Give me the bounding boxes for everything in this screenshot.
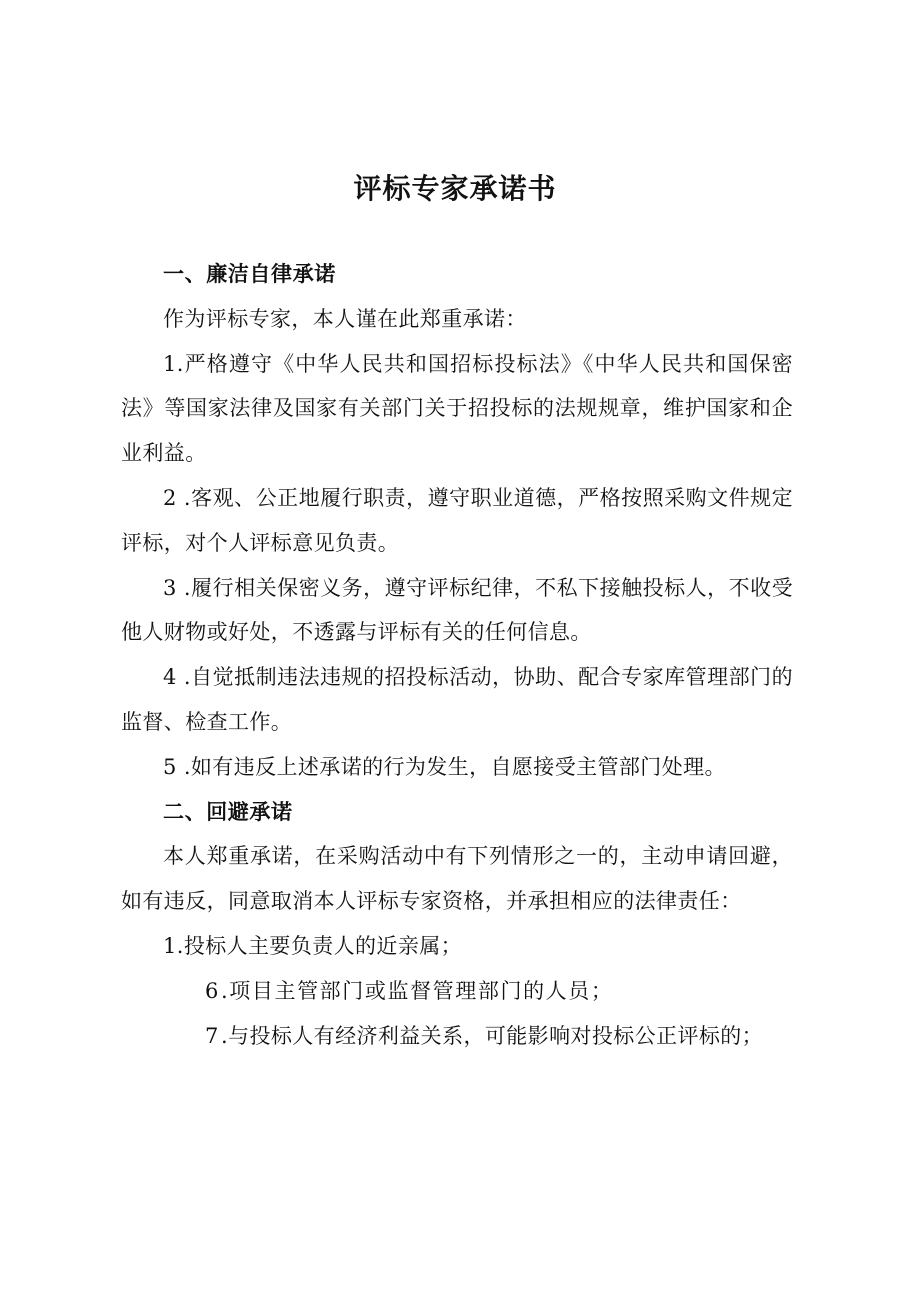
recusal-item-3 xyxy=(121,1014,793,1059)
integrity-item-2: 2 .客观、公正地履行职责，遵守职业道德，严格按照采购文件规定评标，对个人评标意见负责。 xyxy=(121,485,793,555)
recusal-item-2 xyxy=(121,969,793,1014)
recusal-item-text: .与投标人有经济利益关系，可能影响对投标公正评标的； xyxy=(221,1023,764,1048)
recusal-item-1 xyxy=(121,924,793,969)
document-title: 评标专家承诺书 xyxy=(353,172,557,205)
integrity-item-3: 3 .履行相关保密义务，遵守评标纪律，不私下接触投标人，不收受他人财物或好处，不透露与评标有关的任何信息。 xyxy=(121,575,793,645)
recusal-item-text: .项目主管部门或监督管理部门的人员； xyxy=(221,978,614,1003)
section-intro-integrity: 作为评标专家，本人谨在此郑重承诺： xyxy=(163,306,527,331)
document-body xyxy=(121,252,793,1058)
section-heading-recusal: 二、回避承诺 xyxy=(163,799,293,824)
integrity-item-1: 1.严格遵守《中华人民共和国招标投标法》《中华人民共和国保密法》等国家法律及国家有关部门关于招投标的法规规章，维护国家和企业利益。 xyxy=(121,351,793,466)
section-intro-recusal: 本人郑重承诺，在采购活动中有下列情形之一的，主动申请回避，如有违反，同意取消本人评标专家资格，并承担相应的法律责任： xyxy=(121,844,793,914)
recusal-item-number: 6 xyxy=(205,978,220,1003)
recusal-item-text: 1.投标人主要负责人的近亲属； xyxy=(163,933,463,958)
section-heading-integrity: 一、廉洁自律承诺 xyxy=(163,262,336,286)
recusal-item-number: 7 xyxy=(205,1023,219,1048)
integrity-item-5: 5 .如有违反上述承诺的行为发生，自愿接受主管部门处理。 xyxy=(163,754,726,779)
integrity-item-4: 4 .自觉抵制违法违规的招投标活动，协助、配合专家库管理部门的监督、检查工作。 xyxy=(121,665,793,734)
